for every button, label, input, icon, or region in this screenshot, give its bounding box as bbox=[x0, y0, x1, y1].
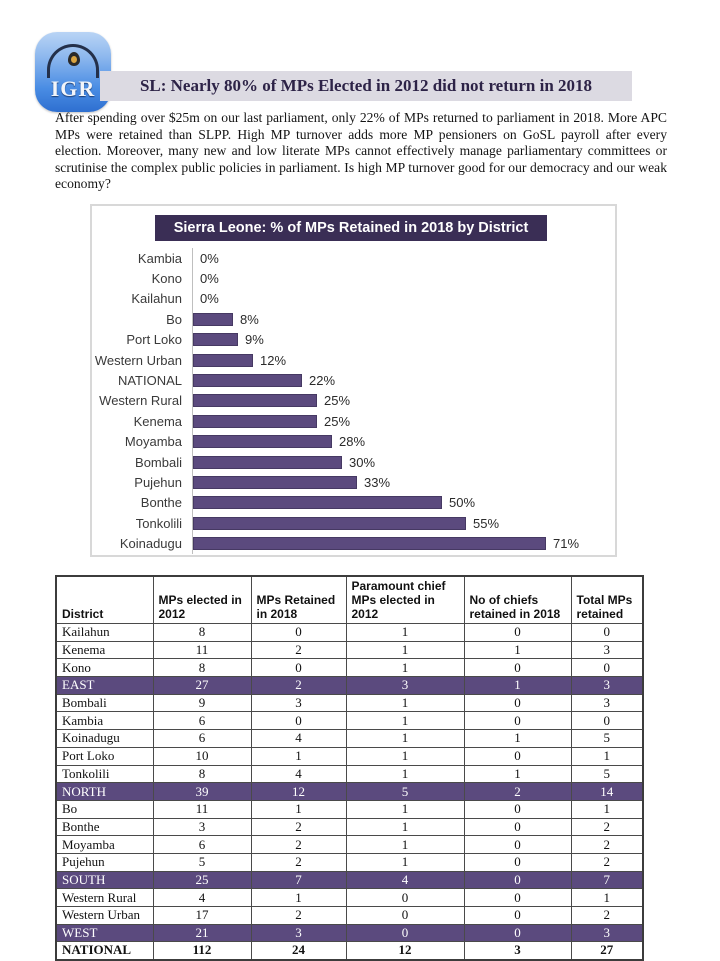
chart-value-label: 28% bbox=[339, 434, 366, 450]
chart-value-label: 25% bbox=[324, 413, 351, 429]
chart-plot-area bbox=[92, 248, 619, 554]
chart-bar bbox=[193, 415, 317, 428]
table-column-header: District bbox=[56, 576, 153, 624]
chart-row bbox=[92, 370, 619, 390]
table-cell-value: 2 bbox=[251, 853, 346, 871]
chart-row bbox=[92, 513, 619, 533]
headline-band bbox=[100, 71, 632, 101]
table-cell-value: 1 bbox=[571, 889, 643, 907]
table-cell-value: 4 bbox=[346, 871, 464, 889]
table-cell-value: 8 bbox=[153, 765, 251, 783]
chart-bar-track bbox=[192, 289, 619, 309]
chart-value-label: 0% bbox=[200, 250, 219, 266]
chart-value-label: 33% bbox=[364, 474, 391, 490]
table-cell-value: 2 bbox=[571, 818, 643, 836]
table-cell-value: 1 bbox=[464, 641, 571, 659]
table-row bbox=[56, 783, 643, 801]
chart-row bbox=[92, 350, 619, 370]
chart-bar bbox=[193, 496, 442, 509]
table-cell-value: 27 bbox=[153, 677, 251, 695]
table-cell-district: WEST bbox=[56, 924, 153, 942]
bar-chart bbox=[90, 204, 617, 557]
table-cell-district: Pujehun bbox=[56, 853, 153, 871]
table-cell-value: 5 bbox=[346, 783, 464, 801]
chart-category-label: Western Urban bbox=[94, 352, 182, 368]
chart-row bbox=[92, 472, 619, 492]
table-cell-value: 5 bbox=[153, 853, 251, 871]
chart-row bbox=[92, 289, 619, 309]
table-cell-value: 1 bbox=[464, 677, 571, 695]
table-cell-value: 12 bbox=[346, 942, 464, 960]
table-cell-value: 6 bbox=[153, 730, 251, 748]
chart-bar-track bbox=[192, 391, 619, 411]
table-cell-value: 2 bbox=[251, 907, 346, 925]
table-cell-value: 0 bbox=[571, 624, 643, 642]
page-title: SL: Nearly 80% of MPs Elected in 2012 did not return in 2018 bbox=[139, 76, 593, 95]
chart-bar bbox=[193, 476, 357, 489]
chart-category-label: Kono bbox=[151, 271, 182, 287]
chart-category-label: NATIONAL bbox=[117, 373, 182, 389]
table-cell-value: 9 bbox=[153, 694, 251, 712]
table-row bbox=[56, 694, 643, 712]
table-cell-value: 1 bbox=[464, 730, 571, 748]
table-cell-value: 1 bbox=[346, 641, 464, 659]
table-cell-value: 1 bbox=[251, 747, 346, 765]
chart-value-label: 25% bbox=[324, 393, 351, 409]
logo-eye-icon bbox=[68, 52, 80, 66]
table-column-header: MPs Retained in 2018 bbox=[251, 576, 346, 624]
chart-bar-track bbox=[192, 268, 619, 288]
table-cell-value: 0 bbox=[464, 924, 571, 942]
chart-row bbox=[92, 391, 619, 411]
table-cell-district: Kenema bbox=[56, 641, 153, 659]
table-cell-value: 0 bbox=[464, 818, 571, 836]
chart-row bbox=[92, 248, 619, 268]
table-cell-value: 2 bbox=[251, 641, 346, 659]
table-cell-value: 6 bbox=[153, 836, 251, 854]
table-cell-value: 3 bbox=[571, 677, 643, 695]
table-cell-value: 0 bbox=[251, 624, 346, 642]
table-cell-value: 3 bbox=[346, 677, 464, 695]
table-row bbox=[56, 907, 643, 925]
table-header bbox=[56, 576, 643, 624]
table-cell-value: 1 bbox=[346, 747, 464, 765]
chart-category-label: Port Loko bbox=[126, 332, 182, 348]
chart-bar-track bbox=[192, 309, 619, 329]
table-cell-value: 1 bbox=[346, 659, 464, 677]
table-cell-value: 4 bbox=[251, 730, 346, 748]
table-cell-value: 1 bbox=[251, 800, 346, 818]
table-cell-value: 12 bbox=[251, 783, 346, 801]
chart-value-label: 9% bbox=[245, 332, 264, 348]
table-cell-value: 0 bbox=[464, 747, 571, 765]
table-cell-district: Kailahun bbox=[56, 624, 153, 642]
table-cell-value: 0 bbox=[571, 659, 643, 677]
table-cell-district: Kambia bbox=[56, 712, 153, 730]
table-cell-value: 1 bbox=[346, 712, 464, 730]
chart-category-label: Kenema bbox=[133, 413, 182, 429]
table-cell-value: 0 bbox=[346, 924, 464, 942]
table-cell-district: Bombali bbox=[56, 694, 153, 712]
table-column-header: MPs elected in 2012 bbox=[153, 576, 251, 624]
table-cell-value: 4 bbox=[153, 889, 251, 907]
table-cell-value: 3 bbox=[571, 924, 643, 942]
chart-value-label: 8% bbox=[240, 311, 259, 327]
table-cell-district: EAST bbox=[56, 677, 153, 695]
table-cell-district: Bonthe bbox=[56, 818, 153, 836]
table-cell-value: 5 bbox=[571, 730, 643, 748]
chart-row bbox=[92, 432, 619, 452]
table-cell-value: 6 bbox=[153, 712, 251, 730]
chart-bar-track bbox=[192, 350, 619, 370]
table-cell-value: 0 bbox=[251, 659, 346, 677]
table-cell-district: Kono bbox=[56, 659, 153, 677]
table-cell-value: 0 bbox=[464, 889, 571, 907]
table-cell-value: 0 bbox=[346, 889, 464, 907]
chart-category-label: Bonthe bbox=[140, 495, 182, 511]
chart-bar-track bbox=[192, 370, 619, 390]
table-row bbox=[56, 765, 643, 783]
table-cell-value: 8 bbox=[153, 624, 251, 642]
table-row bbox=[56, 712, 643, 730]
table-cell-value: 112 bbox=[153, 942, 251, 960]
table-cell-value: 17 bbox=[153, 907, 251, 925]
table-cell-value: 1 bbox=[464, 765, 571, 783]
page-header bbox=[0, 0, 720, 112]
table-column-header: Paramount chief MPs elected in 2012 bbox=[346, 576, 464, 624]
chart-bar bbox=[193, 456, 342, 469]
table-column-header: No of chiefs retained in 2018 bbox=[464, 576, 571, 624]
table-row bbox=[56, 871, 643, 889]
table-cell-value: 1 bbox=[346, 765, 464, 783]
chart-value-label: 12% bbox=[260, 352, 287, 368]
table-cell-value: 7 bbox=[571, 871, 643, 889]
chart-category-label: Kailahun bbox=[131, 291, 182, 307]
chart-row bbox=[92, 330, 619, 350]
table-cell-value: 3 bbox=[571, 641, 643, 659]
logo-text: IGR bbox=[50, 76, 96, 101]
table-cell-value: 11 bbox=[153, 641, 251, 659]
table-cell-value: 11 bbox=[153, 800, 251, 818]
table-row bbox=[56, 853, 643, 871]
table-row bbox=[56, 641, 643, 659]
table-cell-district: NATIONAL bbox=[56, 942, 153, 960]
table-cell-district: Tonkolili bbox=[56, 765, 153, 783]
chart-row bbox=[92, 268, 619, 288]
table-row bbox=[56, 659, 643, 677]
chart-category-label: Koinadugu bbox=[119, 536, 182, 552]
table-cell-value: 0 bbox=[251, 712, 346, 730]
table-cell-value: 1 bbox=[346, 694, 464, 712]
table-cell-value: 3 bbox=[153, 818, 251, 836]
table-cell-value: 2 bbox=[571, 853, 643, 871]
chart-category-label: Kambia bbox=[137, 250, 182, 266]
table-cell-value: 2 bbox=[251, 677, 346, 695]
table-row bbox=[56, 624, 643, 642]
table-row bbox=[56, 924, 643, 942]
table-row bbox=[56, 747, 643, 765]
mp-retention-table bbox=[55, 575, 644, 961]
table-cell-value: 0 bbox=[346, 907, 464, 925]
table-cell-value: 1 bbox=[346, 730, 464, 748]
table-cell-value: 8 bbox=[153, 659, 251, 677]
table-cell-value: 2 bbox=[251, 836, 346, 854]
table-row bbox=[56, 836, 643, 854]
chart-bar-track bbox=[192, 330, 619, 350]
table-cell-value: 1 bbox=[346, 624, 464, 642]
table-row bbox=[56, 818, 643, 836]
table-cell-value: 1 bbox=[571, 747, 643, 765]
table-cell-value: 3 bbox=[571, 694, 643, 712]
table-cell-district: Western Rural bbox=[56, 889, 153, 907]
table-cell-value: 0 bbox=[464, 836, 571, 854]
table-cell-district: Bo bbox=[56, 800, 153, 818]
chart-value-label: 0% bbox=[200, 271, 219, 287]
chart-category-label: Bombali bbox=[135, 454, 182, 470]
table-cell-value: 4 bbox=[251, 765, 346, 783]
chart-value-label: 50% bbox=[449, 495, 476, 511]
table-cell-district: NORTH bbox=[56, 783, 153, 801]
chart-row bbox=[92, 452, 619, 472]
table-cell-value: 0 bbox=[464, 907, 571, 925]
chart-category-label: Bo bbox=[166, 311, 182, 327]
table-cell-value: 0 bbox=[464, 853, 571, 871]
table-cell-district: Moyamba bbox=[56, 836, 153, 854]
chart-category-label: Moyamba bbox=[124, 434, 182, 450]
table-cell-value: 21 bbox=[153, 924, 251, 942]
table-cell-district: Port Loko bbox=[56, 747, 153, 765]
chart-bar bbox=[193, 354, 253, 367]
chart-bar bbox=[193, 333, 238, 346]
chart-bar-track bbox=[192, 513, 619, 533]
table-cell-value: 1 bbox=[346, 836, 464, 854]
table-cell-value: 10 bbox=[153, 747, 251, 765]
table-cell-value: 1 bbox=[571, 800, 643, 818]
table-cell-value: 0 bbox=[464, 694, 571, 712]
chart-bar bbox=[193, 517, 466, 530]
table-column-header: Total MPs retained bbox=[571, 576, 643, 624]
table-cell-value: 5 bbox=[571, 765, 643, 783]
table-cell-value: 1 bbox=[346, 853, 464, 871]
table-cell-value: 24 bbox=[251, 942, 346, 960]
chart-bar bbox=[193, 394, 317, 407]
table-cell-district: Koinadugu bbox=[56, 730, 153, 748]
chart-bar bbox=[193, 313, 233, 326]
table-cell-value: 39 bbox=[153, 783, 251, 801]
chart-bar-track bbox=[192, 533, 619, 553]
table-cell-value: 0 bbox=[464, 624, 571, 642]
chart-bar bbox=[193, 537, 546, 550]
chart-row bbox=[92, 493, 619, 513]
table-cell-value: 14 bbox=[571, 783, 643, 801]
chart-bar-track bbox=[192, 452, 619, 472]
chart-row bbox=[92, 411, 619, 431]
table-cell-value: 2 bbox=[464, 783, 571, 801]
table-row bbox=[56, 730, 643, 748]
chart-category-label: Tonkolili bbox=[135, 515, 182, 531]
chart-value-label: 0% bbox=[200, 291, 219, 307]
table-cell-value: 27 bbox=[571, 942, 643, 960]
table-row bbox=[56, 800, 643, 818]
table-cell-value: 2 bbox=[571, 836, 643, 854]
table-cell-value: 0 bbox=[464, 659, 571, 677]
table-cell-district: SOUTH bbox=[56, 871, 153, 889]
intro-paragraph: After spending over $25m on our last parliament, only 22% of MPs returned to parliament in 2018. More APC MPs were retained than SLPP. High MP turnover adds more MP pensioners on GoSL payroll after every election. Moreover, many new and low literate MPs cannot effectively manage parliamentary committees or scrutinise the complex public policies in parliament. Is high MP turnover good for our democracy and our weak economy? bbox=[55, 110, 667, 192]
chart-category-label: Western Rural bbox=[99, 393, 182, 409]
chart-bar-track bbox=[192, 248, 619, 268]
chart-value-label: 30% bbox=[349, 454, 376, 470]
table-cell-value: 1 bbox=[251, 889, 346, 907]
table-cell-value: 1 bbox=[346, 818, 464, 836]
table-cell-value: 2 bbox=[251, 818, 346, 836]
chart-value-label: 22% bbox=[309, 373, 336, 389]
table-cell-value: 0 bbox=[464, 712, 571, 730]
table-cell-value: 0 bbox=[464, 800, 571, 818]
table-cell-value: 3 bbox=[464, 942, 571, 960]
table-cell-value: 1 bbox=[346, 800, 464, 818]
table-cell-value: 0 bbox=[464, 871, 571, 889]
table-cell-value: 25 bbox=[153, 871, 251, 889]
chart-bar-track bbox=[192, 472, 619, 492]
table-cell-value: 0 bbox=[571, 712, 643, 730]
chart-bar bbox=[193, 435, 332, 448]
chart-row bbox=[92, 309, 619, 329]
table-row bbox=[56, 889, 643, 907]
chart-bar bbox=[193, 374, 302, 387]
chart-row bbox=[92, 533, 619, 553]
table-cell-value: 3 bbox=[251, 924, 346, 942]
table-cell-district: Western Urban bbox=[56, 907, 153, 925]
table-cell-value: 7 bbox=[251, 871, 346, 889]
chart-bar-track bbox=[192, 493, 619, 513]
table-cell-value: 2 bbox=[571, 907, 643, 925]
chart-title: Sierra Leone: % of MPs Retained in 2018 by District bbox=[173, 220, 529, 236]
chart-bar-track bbox=[192, 432, 619, 452]
table-row bbox=[56, 677, 643, 695]
table-row bbox=[56, 942, 643, 960]
chart-value-label: 71% bbox=[553, 536, 580, 552]
chart-value-label: 55% bbox=[473, 515, 500, 531]
chart-bar-track bbox=[192, 411, 619, 431]
chart-title-band bbox=[155, 215, 547, 241]
table-cell-value: 3 bbox=[251, 694, 346, 712]
chart-category-label: Pujehun bbox=[134, 474, 182, 490]
